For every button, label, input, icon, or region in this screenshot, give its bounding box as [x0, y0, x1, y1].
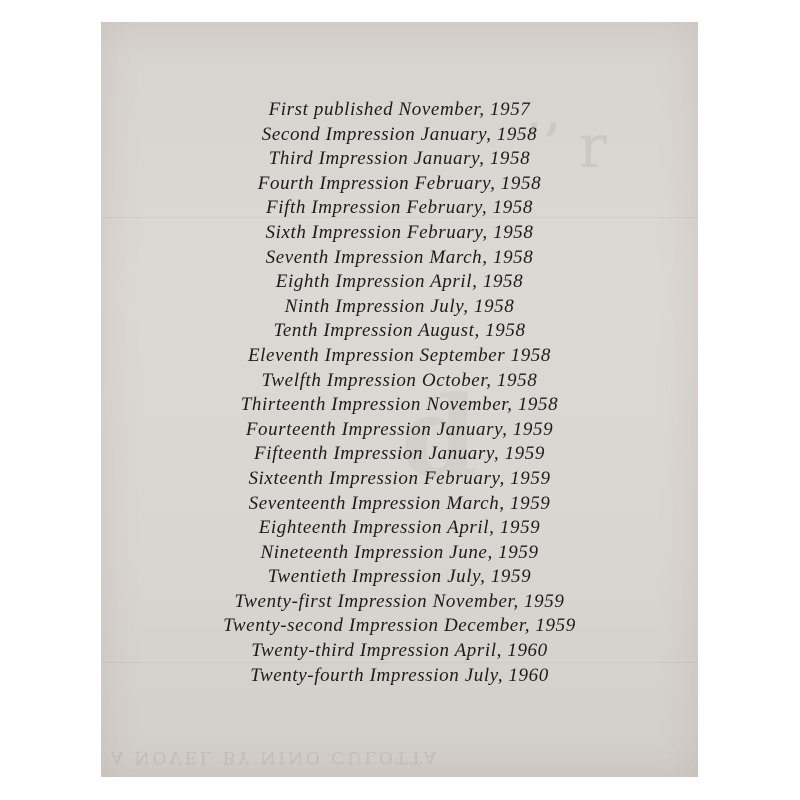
book-page [101, 22, 698, 777]
impression-line: Third Impression January, 1958 [268, 148, 531, 170]
impression-line: Sixth Impression February, 1958 [265, 221, 534, 243]
impression-line: Fourth Impression February, 1958 [257, 172, 542, 194]
impression-line: Twenty-first Impression November, 1959 [234, 590, 565, 612]
impression-line: Nineteenth Impression June, 1959 [260, 541, 539, 563]
impression-line: Fifth Impression February, 1958 [266, 197, 533, 219]
impression-line: Twenty-fourth Impression July, 1960 [250, 664, 549, 686]
impression-line: Twelfth Impression October, 1958 [261, 369, 538, 391]
show-through-mark: A NOVEL BY NINO CULOTTA [111, 747, 440, 767]
impressions-list [101, 98, 698, 688]
impression-line: Second Impression January, 1958 [261, 123, 538, 145]
impression-line: Seventeenth Impression March, 1959 [248, 492, 551, 514]
impression-line: Ninth Impression July, 1958 [284, 295, 515, 317]
impression-line: Eighth Impression April, 1958 [275, 271, 524, 293]
impression-line: Fifteenth Impression January, 1959 [254, 443, 545, 465]
impression-line: Thirteenth Impression November, 1958 [240, 394, 559, 416]
impression-line: Eighteenth Impression April, 1959 [258, 517, 541, 539]
impression-line: Twenty-third Impression April, 1960 [251, 640, 548, 662]
impression-line: First published November, 1957 [268, 99, 531, 120]
impression-line: Fourteenth Impression January, 1959 [245, 418, 554, 440]
show-through-mark: d [401, 372, 478, 501]
impression-line: Seventh Impression March, 1958 [265, 246, 534, 268]
impression-line: Eleventh Impression September 1958 [247, 344, 552, 366]
impression-line: Twentieth Impression July, 1959 [267, 566, 532, 588]
show-through-mark: ʼʼ r [521, 112, 607, 182]
impression-line: Twenty-second Impression December, 1959 [223, 615, 576, 637]
impression-line: Tenth Impression August, 1958 [273, 320, 526, 342]
impression-line: Sixteenth Impression February, 1959 [248, 467, 551, 489]
